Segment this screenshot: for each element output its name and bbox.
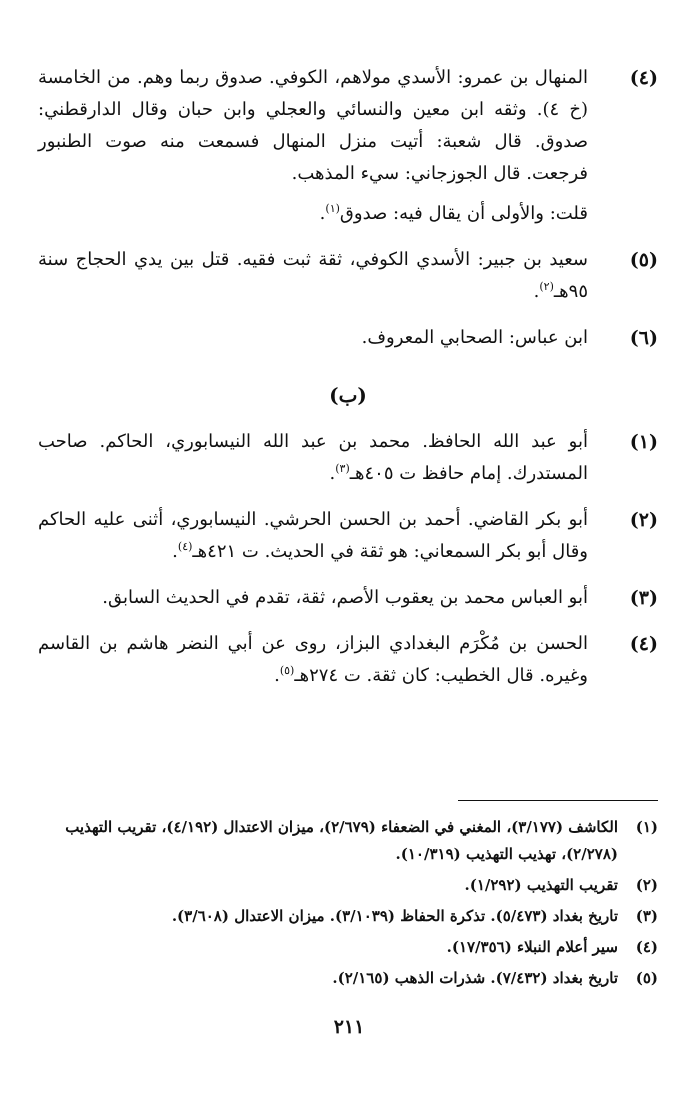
footnote-number: (٤) — [635, 938, 658, 956]
entry-text — [38, 582, 588, 614]
narrator-entry-b1 — [38, 426, 658, 490]
footnote-2 — [38, 872, 658, 899]
narrator-entry-b4 — [38, 628, 658, 692]
entry-text — [38, 504, 588, 568]
narrator-entry-a6 — [38, 322, 658, 354]
footnote-ref: (٣) — [335, 462, 350, 475]
footnote-text: تاريخ بغداد (٧/٤٣٢). شذرات الذهب (٢/١٦٥). — [332, 969, 618, 987]
footnote-number: (٢) — [635, 876, 658, 894]
entry-number: (٢) — [629, 509, 658, 531]
entry-paragraph: المنهال بن عمرو: الأسدي مولاهم، الكوفي. صدوق ربما وهم. من الخامسة (خ ٤). وثقه ابن معين والنسائي والعجلي وابن حبان وقال الدارقطني: صدوق. قال شعبة: أتيت منزل المنهال فسمعت منه صوت الطنبور فرجعت. قال الجوزجاني: سيء المذهب. — [38, 67, 588, 184]
narrator-entry-a5 — [38, 244, 658, 308]
entry-number: (٤) — [629, 67, 658, 89]
entry-text — [38, 244, 588, 308]
footnotes — [38, 814, 658, 996]
footnote-ref: (٢) — [539, 280, 554, 293]
footnote-1 — [38, 814, 658, 868]
footnote-5 — [38, 965, 658, 992]
footnote-text: تقريب التهذيب (١/٢٩٢). — [464, 876, 618, 894]
footnote-3 — [38, 903, 658, 930]
entry-number: (٤) — [629, 633, 658, 655]
entry-text — [38, 322, 588, 354]
entry-paragraph: سعيد بن جبير: الأسدي الكوفي، ثقة ثبت فقيه. قتل بين يدي الحجاج سنة ٩٥هـ$^{(٢)}$. — [38, 249, 588, 302]
narrator-entries — [38, 62, 658, 706]
footnote-ref: (٤) — [177, 540, 193, 553]
footnote-ref: (١) — [325, 202, 340, 215]
footnote-text: الكاشف (٣/١٧٧)، المغني في الضعفاء (٢/٦٧٩)، ميزان الاعتدال (٤/١٩٢)، تقريب التهذيب (٢/٢٧٨)، تهذيب التهذيب (١٠/٣١٩). — [65, 818, 618, 863]
footnote-ref: (٥) — [279, 664, 295, 677]
footnote-number: (١) — [635, 818, 658, 836]
entry-paragraph: ابن عباس: الصحابي المعروف. — [361, 327, 588, 348]
footnote-4 — [38, 934, 658, 961]
narrator-entry-a4 — [38, 62, 658, 230]
page-number: ٢١١ — [333, 1016, 365, 1038]
entry-paragraph: أبو العباس محمد بن يعقوب الأصم، ثقة، تقدم في الحديث السابق. — [102, 587, 588, 608]
narrator-entry-b3 — [38, 582, 658, 614]
entry-paragraph: الحسن بن مُكْرَم البغدادي البزاز، روى عن أبي النضر هاشم بن القاسم وغيره. قال الخطيب: كان ثقة. ت ٢٧٤هـ$^{(٥)}$. — [38, 633, 588, 686]
entry-paragraph: قلت: والأولى أن يقال فيه: صدوق$^{(١)}$. — [319, 202, 588, 224]
entry-number: (١) — [629, 431, 658, 453]
entry-text — [38, 628, 588, 692]
footnote-text: تاريخ بغداد (٥/٤٧٣). تذكرة الحفاظ (٣/١٠٣٩). ميزان الاعتدال (٣/٦٠٨). — [171, 907, 618, 925]
entry-text — [38, 426, 588, 490]
footnote-number: (٥) — [635, 969, 658, 987]
entry-paragraph: أبو عبد الله الحافظ. محمد بن عبد الله النيسابوري، الحاكم. صاحب المستدرك. إمام حافظ ت ٤٠٥هـ$^{(٣)}$. — [38, 431, 588, 484]
entry-number: (٣) — [629, 587, 658, 609]
section-heading-b: (ب) — [329, 383, 367, 407]
entry-number: (٦) — [629, 327, 658, 349]
footnote-number: (٣) — [635, 907, 658, 925]
entry-number: (٥) — [629, 249, 658, 271]
footnote-text: سير أعلام النبلاء (١٧/٣٥٦). — [446, 938, 618, 956]
narrator-entry-b2 — [38, 504, 658, 568]
entry-text — [38, 62, 588, 230]
footnote-separator — [458, 800, 658, 801]
entry-paragraph: أبو بكر القاضي. أحمد بن الحسن الحرشي. النيسابوري، أثنى عليه الحاكم وقال أبو بكر السمعاني: هو ثقة في الحديث. ت ٤٢١هـ$^{(٤)}$. — [38, 509, 588, 562]
